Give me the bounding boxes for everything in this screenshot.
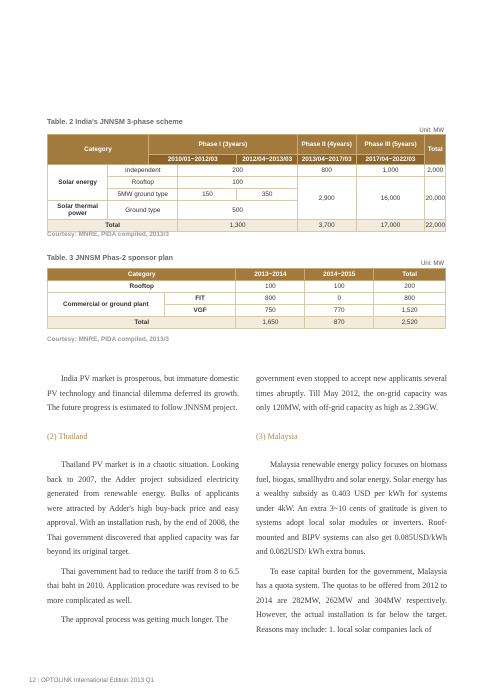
t2-ground-p1b: 350 [237, 189, 297, 201]
left-para-1: India PV market is prosperous, but immature domestic PV technology and financial dilemma deferred its growth. The future progress is estimated to follow JNNSM project. [47, 374, 239, 412]
t3-fit-t: 800 [374, 293, 446, 305]
footer-text: OPTOLINK International Edition 2013 Q1 [40, 677, 154, 684]
page-footer: 12 | OPTOLINK International Edition 2013 Q1 [29, 677, 154, 684]
t3-vgf-2: 770 [305, 305, 374, 317]
t2-head-p2: 2013/04~2017/03 [297, 155, 356, 165]
t2-head-phase3: Phase III (5years) [356, 135, 425, 155]
right-para-2: Malaysia renewable energy policy focuses on biomass fuel, biogas, smallhydro and solar energy. Solar energy has a wealthy subsidy as 0.403 USD per kWh for systems under 4kW. An extra 3~10 cents of gratitude is given to systems adopt local solar modules or inverters. Roof-mounted and BIPV systems can also get 0.085USD/kWh and 0.082USD/ kWh extra bonus. [256, 460, 447, 556]
t2-rooftop-p1: 100 [178, 177, 297, 189]
t3-vgf-1: 750 [236, 305, 305, 317]
table2-unit: Unit: MW [419, 128, 444, 134]
t3-head-c1: 2013~2014 [236, 269, 305, 281]
t2-head-category: Category [48, 135, 149, 165]
t3-fit-2: 0 [305, 293, 374, 305]
page-number: 12 [29, 677, 36, 684]
table3-unit: Uni: MW [421, 261, 444, 267]
malaysia-heading: (3) Malaysia [256, 431, 298, 441]
t2-total-label: Total [48, 220, 178, 232]
left-para-3: Thai government had to reduce the tariff from 8 to 6.5 thai baht in 2010. Application procedure was revised to be more complicated as well. [47, 566, 239, 605]
t2-ground: 5MW ground type [108, 189, 178, 201]
left-para-2: Thailand PV market is in a chaotic situation. Looking back to 2007, the Adder project subsidized electricity generated from renewable energy. Bulks of applicants were attracted by Adder's high buy-back price and easy approval. With an installation rush, by the end of 2008, the Thai government discovered that applied capacity was far beyond its original target. [47, 460, 239, 556]
t2-total-p3: 17,000 [356, 220, 425, 232]
t2-head-p1a: 2010/01~2012/03 [148, 155, 237, 165]
t2-total-p2: 3,700 [297, 220, 356, 232]
t2-independent-p1: 200 [178, 165, 297, 177]
t3-fit-1: 800 [236, 293, 305, 305]
t3-head-category: Category [48, 269, 236, 281]
t2-solar-energy: Solar energy [48, 165, 108, 201]
right-para-3: To ease capital burden for the government, Malaysia has a quota system. The quotas to be offered from 2012 to 2014 are 282MW, 262MW and 304MW respectively. However, the actual installation is far below the target. Reasons may include: 1. local solar companies lack of [256, 566, 447, 634]
t2-head-p1b: 2012/04~2013/03 [237, 155, 297, 165]
t3-commercial: Commercial or ground plant [48, 293, 165, 317]
thailand-heading: (2) Thailand [47, 431, 88, 441]
t2-rooftop: Rooftop [108, 177, 178, 189]
t2-thermal-p1: 500 [178, 201, 297, 220]
t3-rooftop-2: 100 [305, 281, 374, 293]
t3-head-total: Total [374, 269, 446, 281]
t2-merged-p3: 16,000 [356, 177, 425, 220]
table2 [47, 134, 446, 232]
t2-head-p3: 2017/04~2022/03 [356, 155, 425, 165]
right-para-1: government even stopped to accept new applicants several times abruptly. Till May 2012, the on-grid capacity was only 120MW, with off-grid capacity as high as 2.39GW. [256, 374, 447, 412]
t2-independent-total: 2,000 [425, 165, 446, 177]
t2-total-p1: 1,300 [178, 220, 297, 232]
t2-total-total: 22,000 [425, 220, 446, 232]
t2-ground-p1a: 150 [178, 189, 237, 201]
t3-rooftop-t: 200 [374, 281, 446, 293]
t2-head-total: Total [425, 135, 446, 165]
table3-courtesy: Courtesy: MNRE, PIDA compiled, 2013/3 [47, 336, 169, 343]
table2-courtesy: Courtesy: MNRE, PIDA compiled, 2013/3 [47, 231, 169, 238]
t3-vgf: VGF [164, 305, 236, 317]
t3-fit: FIT [164, 293, 236, 305]
t2-merged-p2: 2,900 [297, 177, 356, 220]
t3-head-c2: 2014~2015 [305, 269, 374, 281]
t3-rooftop: Rooftop [48, 281, 236, 293]
left-column [47, 372, 239, 628]
left-para-4: The approval process was getting much longer. The [61, 615, 229, 624]
t2-head-phase2: Phase II (4years) [297, 135, 356, 155]
table2-caption: Table. 2 India's JNNSM 3-phase scheme [47, 117, 183, 126]
t3-rooftop-1: 100 [236, 281, 305, 293]
t2-merged-total: 20,000 [425, 177, 446, 220]
t3-total-t: 2,520 [374, 317, 446, 329]
t2-independent: Independent [108, 165, 178, 177]
right-column [256, 372, 447, 637]
t2-ground-type: Ground type [108, 201, 178, 220]
t2-head-phase1: Phase I (3years) [148, 135, 297, 155]
t3-total-1: 1,650 [236, 317, 305, 329]
table3-caption: Table. 3 JNNSM Phas-2 sponsor plan [47, 253, 174, 262]
t3-total: Total [48, 317, 236, 329]
table3 [47, 268, 446, 329]
t2-thermal: Solar thermal power [48, 201, 108, 220]
t2-independent-p2: 800 [297, 165, 356, 177]
t2-independent-p3: 1,000 [356, 165, 425, 177]
t3-vgf-t: 1,520 [374, 305, 446, 317]
t3-total-2: 870 [305, 317, 374, 329]
